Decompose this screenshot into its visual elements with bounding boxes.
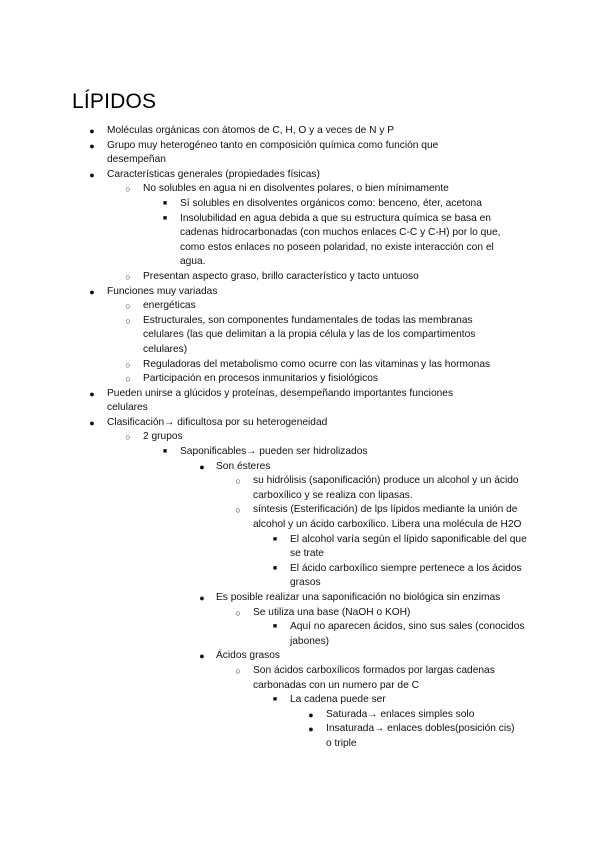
bullet-filled-icon: ● (89, 140, 95, 151)
list-item (0, 372, 600, 387)
list-item (0, 270, 600, 285)
list-item-text: energéticas (143, 300, 196, 312)
bullet-filled-icon: ● (199, 461, 205, 472)
list-item (0, 168, 600, 183)
list-item-text: Presentan aspecto graso, brillo característico y tacto untuoso (143, 270, 419, 282)
list-item (0, 314, 600, 358)
list-item (0, 299, 600, 314)
list-item-text: Insaturada→ enlaces dobles(posición cis) o triple (326, 723, 515, 749)
list-item (0, 693, 600, 708)
list-item (0, 445, 600, 460)
list-item (0, 460, 600, 475)
list-item (0, 416, 600, 431)
bullet-hollow-icon: ○ (125, 432, 131, 443)
list-item (0, 474, 600, 503)
list-item (0, 606, 600, 621)
list-item-text: La cadena puede ser (290, 694, 386, 706)
bullet-filled-icon: ● (308, 724, 314, 735)
bullet-square-icon: ■ (272, 535, 278, 543)
list-item-text: Grupo muy heterogéneo tanto en composición química como función que desempeñan (107, 139, 439, 166)
bullet-filled-icon: ● (89, 126, 95, 136)
bullet-filled-icon: ● (199, 593, 205, 603)
list-item-text: Estructurales, son componentes fundamentales de todas las membranas celulares (las que delimitan a la propia célula y las de los compartimentos celulares) (143, 314, 476, 355)
bullet-filled-icon: ● (199, 651, 205, 662)
bullet-hollow-icon: ○ (235, 476, 241, 487)
list-item-text: Son ácidos carboxílicos formados por largas cadenas carbonadas con un numero par de C (253, 664, 495, 691)
list-item (0, 708, 600, 723)
bullet-filled-icon: ● (89, 169, 95, 180)
list-item (0, 649, 600, 664)
list-item-text: Son ésteres (216, 460, 271, 472)
bullet-square-icon: ■ (162, 199, 168, 207)
list-item-text: Participación en procesos inmunitarios y fisiológicos (143, 373, 378, 385)
list-item-text: Saturada→ enlaces simples solo (326, 708, 475, 720)
list-item-text: Moléculas orgánicas con átomos de C, H, O y a veces de N y P (107, 125, 395, 136)
list-item (0, 139, 600, 168)
bullet-square-icon: ■ (272, 564, 278, 572)
bullet-filled-icon: ● (89, 417, 95, 428)
bullet-hollow-icon: ○ (125, 301, 131, 312)
bullet-filled-icon: ● (89, 286, 95, 297)
bullet-filled-icon: ● (89, 388, 95, 399)
bullet-square-icon: ■ (162, 214, 168, 222)
list-item-text: Sí solubles en disolventes orgánicos como: benceno, éter, acetona (180, 197, 482, 209)
list-item (0, 722, 600, 751)
list-item (0, 620, 600, 649)
list-item (0, 533, 600, 562)
list-item (0, 387, 600, 416)
list-item-text: Ácidos grasos (216, 650, 280, 662)
bullet-hollow-icon: ○ (235, 607, 241, 618)
list-item-text: 2 grupos (143, 431, 183, 443)
list-item-text: su hidrólisis (saponificación) produce un alcohol y un ácido carboxílico y se realiza con lipasas. (253, 475, 519, 501)
bullet-hollow-icon: ○ (125, 359, 131, 370)
list-item (0, 285, 600, 300)
list-item-text: Es posible realizar una saponificación no biológica sin enzimas (216, 592, 501, 603)
list-item (0, 503, 600, 532)
list-item-text: Aquí no aparecen ácidos, sino sus sales (conocidos jabones) (290, 621, 525, 647)
bullet-hollow-icon: ○ (125, 374, 131, 385)
list-item-text: Características generales (propiedades físicas) (107, 168, 320, 180)
bullet-hollow-icon: ○ (125, 315, 131, 326)
list-item (0, 430, 600, 445)
list-item (0, 358, 600, 373)
bullet-hollow-icon: ○ (125, 184, 131, 195)
list-item-text: Pueden unirse a glúcidos y proteínas, desempeñando importantes funciones celulares (107, 387, 454, 414)
list-item (0, 664, 600, 693)
list-item-text: Reguladoras del metabolismo como ocurre con las vitaminas y las hormonas (143, 358, 491, 370)
bullet-list (0, 124, 600, 752)
bullet-filled-icon: ● (308, 709, 314, 720)
list-item-text: Saponificables→ pueden ser hidrolizados (180, 446, 368, 458)
bullet-square-icon: ■ (272, 623, 278, 631)
list-item (0, 124, 600, 139)
list-item-text: Se utiliza una base (NaOH o KOH) (253, 606, 411, 618)
list-item-text: El ácido carboxílico siempre pertenece a los ácidos grasos (290, 562, 522, 589)
page-title: LÍPIDOS (72, 90, 157, 113)
bullet-square-icon: ■ (162, 448, 168, 456)
bullet-square-icon: ■ (272, 696, 278, 704)
list-item (0, 182, 600, 197)
list-item-text: El alcohol varía según el lípido saponificable del que se trate (290, 533, 527, 560)
list-item (0, 562, 600, 591)
list-item-text: síntesis (Esterificación) de lps lípidos mediante la unión de alcohol y un ácido carboxílico. Libera una molécula de H2O (253, 504, 522, 531)
bullet-hollow-icon: ○ (235, 505, 241, 516)
list-item-text: Funciones muy variadas (107, 285, 218, 297)
list-item-text: No solubles en agua ni en disolventes polares, o bien mínimamente (143, 183, 449, 195)
list-item-text: Clasificación→ dificultosa por su heterogeneidad (107, 416, 328, 428)
list-item-text: Insolubilidad en agua debida a que su estructura química se basa en cadenas hidrocarbonadas (con muchos enlaces C-C y C-H) por lo que, como estos enlaces no poseen polaridad, no existe interacción con el agua. (180, 212, 501, 268)
list-item (0, 591, 600, 606)
bullet-hollow-icon: ○ (235, 665, 241, 676)
list-item (0, 197, 600, 212)
bullet-hollow-icon: ○ (125, 271, 131, 282)
list-item (0, 212, 600, 270)
